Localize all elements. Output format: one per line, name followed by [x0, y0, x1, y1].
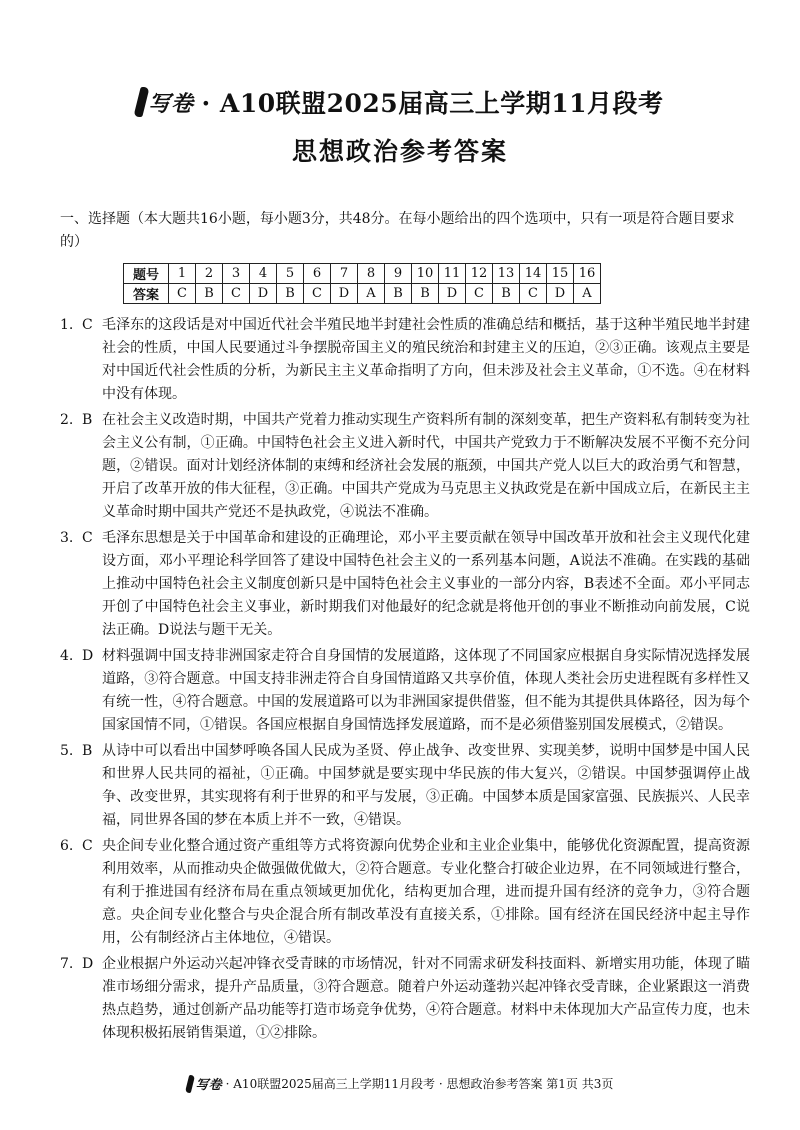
question-item: [60, 314, 750, 406]
page-footer: [0, 1074, 800, 1093]
question-number: 1.: [60, 317, 74, 333]
logo-text: 写卷: [148, 90, 194, 117]
table-cell: 3: [223, 264, 250, 284]
table-cell: 5: [277, 264, 304, 284]
question-answer: D: [82, 956, 94, 972]
question-answer: C: [82, 530, 93, 546]
table-cell: B: [196, 284, 223, 304]
question-answer: B: [82, 743, 93, 759]
section-title: 一、选择题（本大题共16小题，每小题3分，共48分。在每小题给出的四个选项中，只有一项是符合题目要求的）: [60, 211, 735, 250]
table-cell: B: [385, 284, 412, 304]
footer-logo: [187, 1074, 222, 1093]
question-item: [60, 409, 750, 524]
row-label-number: 题号: [124, 264, 169, 284]
table-cell: A: [574, 284, 601, 304]
table-cell: C: [520, 284, 547, 304]
table-cell: D: [439, 284, 466, 304]
question-answer: B: [82, 412, 93, 428]
table-cell: 16: [574, 264, 601, 284]
question-explanation: 在社会主义改造时期，中国共产党着力推动实现生产资料所有制的深刻变革，把生产资料私有制转变为社会主义公有制，①正确。中国特色社会主义进入新时代，中国共产党致力于不断解决发展不平衡不充分问题，②错误。面对计划经济体制的束缚和经济社会发展的瓶颈，中国共产党人以巨大的政治勇气和智慧，开启了改革开放的伟大征程，③正确。中国共产党成为马克思主义执政党是在新中国成立后，在新民主主义革命时期中国共产党还不是执政党，④说法不准确。: [102, 412, 750, 520]
table-cell: C: [304, 284, 331, 304]
table-cell: 12: [466, 264, 493, 284]
question-number: 5.: [60, 743, 74, 759]
logo: [137, 87, 194, 118]
question-explanation: 毛泽东思想是关于中国革命和建设的正确理论，邓小平主要贡献在领导中国改革开放和社会主义现代化建设方面，邓小平理论科学回答了建设中国特色社会主义的一系列基本问题，A说法不准确。在实践的基础上推动中国特色社会主义制度创新只是中国特色社会主义事业的一部分内容，B表述不全面。邓小平同志开创了中国特色社会主义事业，新时期我们对他最好的纪念就是将他开创的事业不断推动向前发展，C说法正确。D说法与题干无关。: [102, 530, 750, 638]
footer-text: · A10联盟2025届高三上学期11月段考 · 思想政治参考答案 第1页 共3页: [225, 1077, 614, 1091]
question-explanation: 企业根据户外运动兴起冲锋衣受青睐的市场情况，针对不同需求研发科技面料、新增实用功能，体现了瞄准市场细分需求，提升产品质量，③符合题意。随着户外运动蓬勃兴起冲锋衣受青睐，企业紧跟这一消费热点趋势，通过创新产品功能等打造市场竞争优势，④符合题意。材料中未体现加大产品宣传力度，也未体现积极拓展销售渠道，①②排除。: [102, 956, 750, 1041]
question-explanation: 材料强调中国支持非洲国家走符合自身国情的发展道路，这体现了不同国家应根据自身实际情况选择发展道路，③符合题意。中国支持非洲走符合自身国情道路又共享价值，体现人类社会历史进程既有多样性又有统一性，④符合题意。中国的发展道路可以为非洲国家提供借鉴，但不能为其提供具体路径，因为每个国家国情不同，①错误。各国应根据自身国情选择发展道路，而不是必须借鉴别国发展模式，②错误。: [102, 648, 750, 733]
document-subtitle: 思想政治参考答案: [291, 137, 508, 166]
question-item: [60, 527, 750, 642]
question-explanation: 毛泽东的这段话是对中国近代社会半殖民地半封建社会性质的准确总结和概括，基于这种半殖民地半封建社会的性质，中国人民要通过斗争摆脱帝国主义的殖民统治和封建主义的压迫，②③正确。该观点主要是对中国近代社会性质的分析，为新民主主义革命指明了方向，但未涉及社会主义革命，①不选。④在材料中没有体现。: [102, 317, 750, 402]
answer-table-number-row: [124, 264, 601, 284]
table-cell: C: [466, 284, 493, 304]
logo-brush-icon: [184, 1075, 194, 1093]
question-item: [60, 953, 750, 1045]
table-cell: B: [277, 284, 304, 304]
table-cell: 7: [331, 264, 358, 284]
title-line-1: [0, 84, 800, 120]
table-cell: B: [412, 284, 439, 304]
table-cell: 9: [385, 264, 412, 284]
table-cell: A: [358, 284, 385, 304]
question-item: [60, 835, 750, 950]
table-cell: C: [169, 284, 196, 304]
table-cell: D: [250, 284, 277, 304]
question-number: 2.: [60, 412, 74, 428]
question-explanation: 央企间专业化整合通过资产重组等方式将资源向优势企业和主业企业集中，能够优化资源配置，提高资源利用效率，从而推动央企做强做优做大，②符合题意。专业化整合打破企业边界，在不同领域进行整合，有利于推进国有经济布局在重点领域更加优化，结构更加合理，进而提升国有经济的竞争力，③符合题意。央企间专业化整合与央企混合所有制改革没有直接关系，①排除。国有经济在国民经济中起主导作用，公有制经济占主体地位，④错误。: [102, 838, 750, 946]
table-cell: B: [493, 284, 520, 304]
answer-table-answer-row: [124, 284, 601, 304]
question-explanation: 从诗中可以看出中国梦呼唤各国人民成为圣贤、停止战争、改变世界、实现美梦，说明中国梦是中国人民和世界人民共同的福祉，①正确。中国梦就是要实现中华民族的伟大复兴，②错误。中国梦强调停止战争、改变世界，其实现将有利于世界的和平与发展，③正确。中国梦本质是国家富强、民族振兴、人民幸福，同世界各国的梦在本质上并不一致，④错误。: [102, 743, 750, 828]
table-cell: 14: [520, 264, 547, 284]
table-cell: D: [547, 284, 574, 304]
logo-brush-icon: [133, 87, 149, 117]
answer-table: [123, 263, 601, 304]
question-number: 4.: [60, 648, 74, 664]
question-answer: D: [82, 648, 94, 664]
question-number: 3.: [60, 530, 74, 546]
table-cell: 11: [439, 264, 466, 284]
question-list: [60, 314, 750, 1048]
row-label-answer: 答案: [124, 284, 169, 304]
table-cell: 13: [493, 264, 520, 284]
section-heading: [60, 208, 750, 254]
question-answer: C: [82, 838, 93, 854]
table-cell: 10: [412, 264, 439, 284]
table-cell: 1: [169, 264, 196, 284]
question-item: [60, 740, 750, 832]
table-cell: C: [223, 284, 250, 304]
table-cell: D: [331, 284, 358, 304]
footer-logo-text: 写卷: [195, 1078, 222, 1093]
exam-title: · A10联盟2025届高三上学期11月段考: [201, 89, 664, 118]
table-cell: 4: [250, 264, 277, 284]
table-cell: 2: [196, 264, 223, 284]
table-cell: 15: [547, 264, 574, 284]
document-header: [0, 84, 800, 168]
question-answer: C: [82, 317, 93, 333]
question-number: 6.: [60, 838, 74, 854]
question-number: 7.: [60, 956, 74, 972]
question-item: [60, 645, 750, 737]
table-cell: 8: [358, 264, 385, 284]
table-cell: 6: [304, 264, 331, 284]
